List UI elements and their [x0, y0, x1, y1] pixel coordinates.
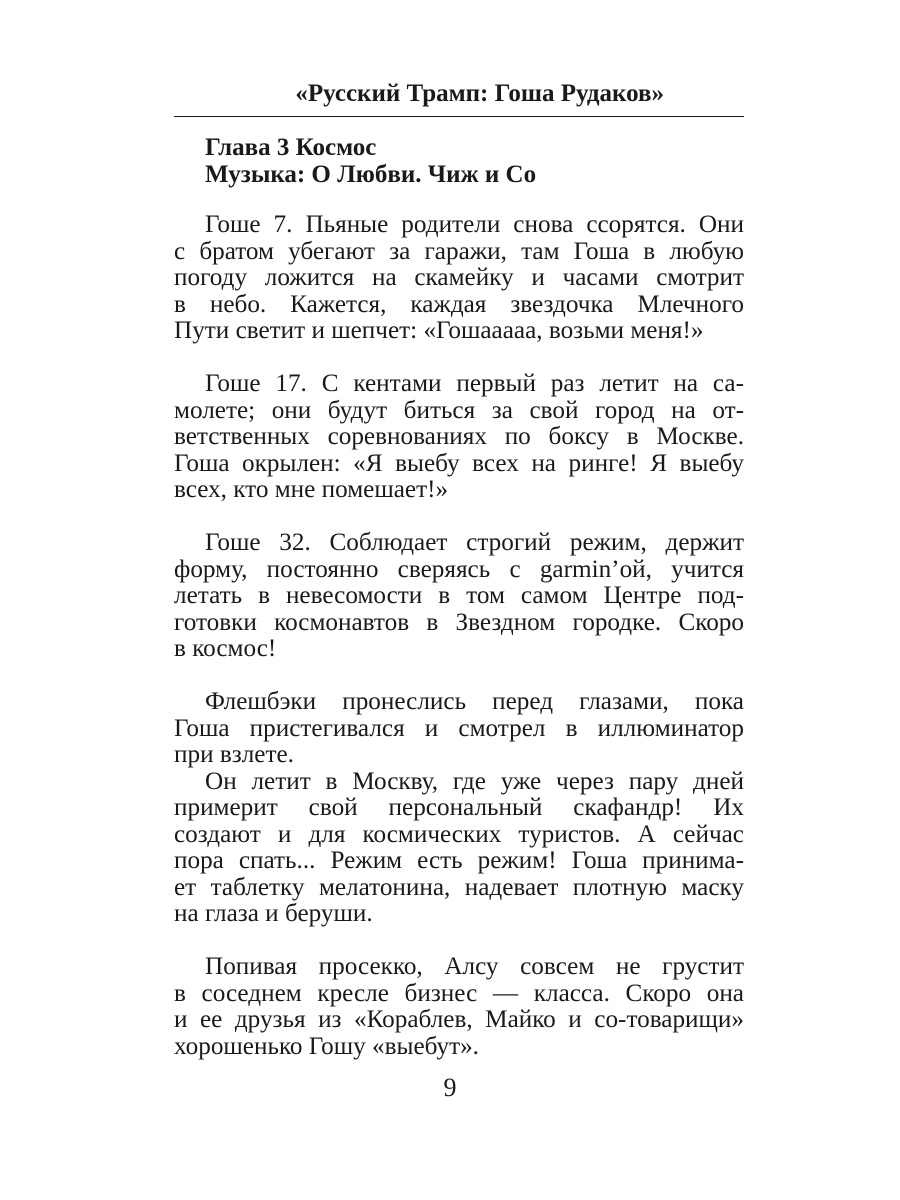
text-line: Гоше 17. С кентами первый раз летит на са- — [205, 370, 744, 397]
text-line: Гоша пристегивался и смотрел в иллюминатор — [174, 714, 744, 742]
text-line: Гоше 7. Пьяные родители снова ссорятся. Они — [205, 211, 744, 238]
page-number: 9 — [443, 1073, 457, 1102]
text-line: ет таблетку мелатонина, надевает плотную маску — [174, 873, 744, 901]
text-line: примерит свой персональный скафандр! Их — [174, 794, 744, 821]
chapter-music: Музыка: О Любви. Чиж и Со — [205, 161, 537, 188]
text-line: с братом убегают за гаражи, там Гоша в любую — [174, 237, 744, 265]
chapter-title: Глава 3 Космос — [205, 134, 377, 161]
chapter-heading — [205, 134, 536, 188]
text-line: и ее друзья из «Кораблев, Майко и со-товарищи» — [174, 1006, 744, 1033]
text-line: Попивая просекко, Алсу совсем не грустит — [205, 953, 744, 980]
paragraph-2 — [174, 371, 744, 504]
running-title: «Русский Трамп: Гоша Рудаков» — [295, 80, 664, 107]
text-line: в соседнем кресле бизнес — класса. Скоро она — [174, 979, 744, 1007]
text-line: создают и для космических туристов. А сейчас — [174, 820, 744, 848]
text-line: Гоша окрылен: «Я выебу всех на ринге! Я выебу — [174, 449, 744, 477]
text-line: хорошенько Гошу «выебут». — [174, 1032, 479, 1060]
paragraph-6 — [174, 954, 744, 1060]
text-line: на глаза и беруши. — [174, 900, 373, 927]
text-line: погоду ложится на скамейку и часами смотрит — [174, 264, 744, 291]
text-line: в космос! — [174, 635, 277, 662]
text-line: Флешбэки пронеслись перед глазами, пока — [205, 688, 744, 715]
text-line: Он летит в Москву, где уже через пару дней — [205, 767, 744, 795]
paragraph-3 — [174, 530, 744, 663]
running-header — [174, 78, 744, 117]
paragraph-1 — [174, 212, 744, 345]
text-line: Гоше 32. Соблюдает строгий режим, держит — [205, 529, 744, 556]
text-line: молете; они будут биться за свой город на от- — [174, 396, 744, 424]
body-text — [174, 212, 744, 1060]
text-line: ветственных соревнованиях по боксу в Москве. — [174, 423, 744, 450]
text-line: в небо. Кажется, каждая звездочка Млечного — [174, 290, 744, 318]
paragraph-5 — [174, 769, 744, 928]
text-line: при взлете. — [174, 741, 294, 768]
text-line: Пути светит и шепчет: «Гошааааа, возьми меня!» — [174, 317, 704, 344]
text-line: пора спать... Режим есть режим! Гоша принима- — [174, 847, 744, 874]
paragraph-4 — [174, 689, 744, 769]
text-line last: всех, кто мне помешает!» — [174, 476, 449, 503]
text-line: летать в невесомости в том самом Центре под- — [174, 582, 744, 609]
text-line: форму, постоянно сверяясь с garmin’ой, учится — [174, 555, 744, 583]
text-line: готовки космонавтов в Звездном городке. Скоро — [174, 608, 744, 636]
